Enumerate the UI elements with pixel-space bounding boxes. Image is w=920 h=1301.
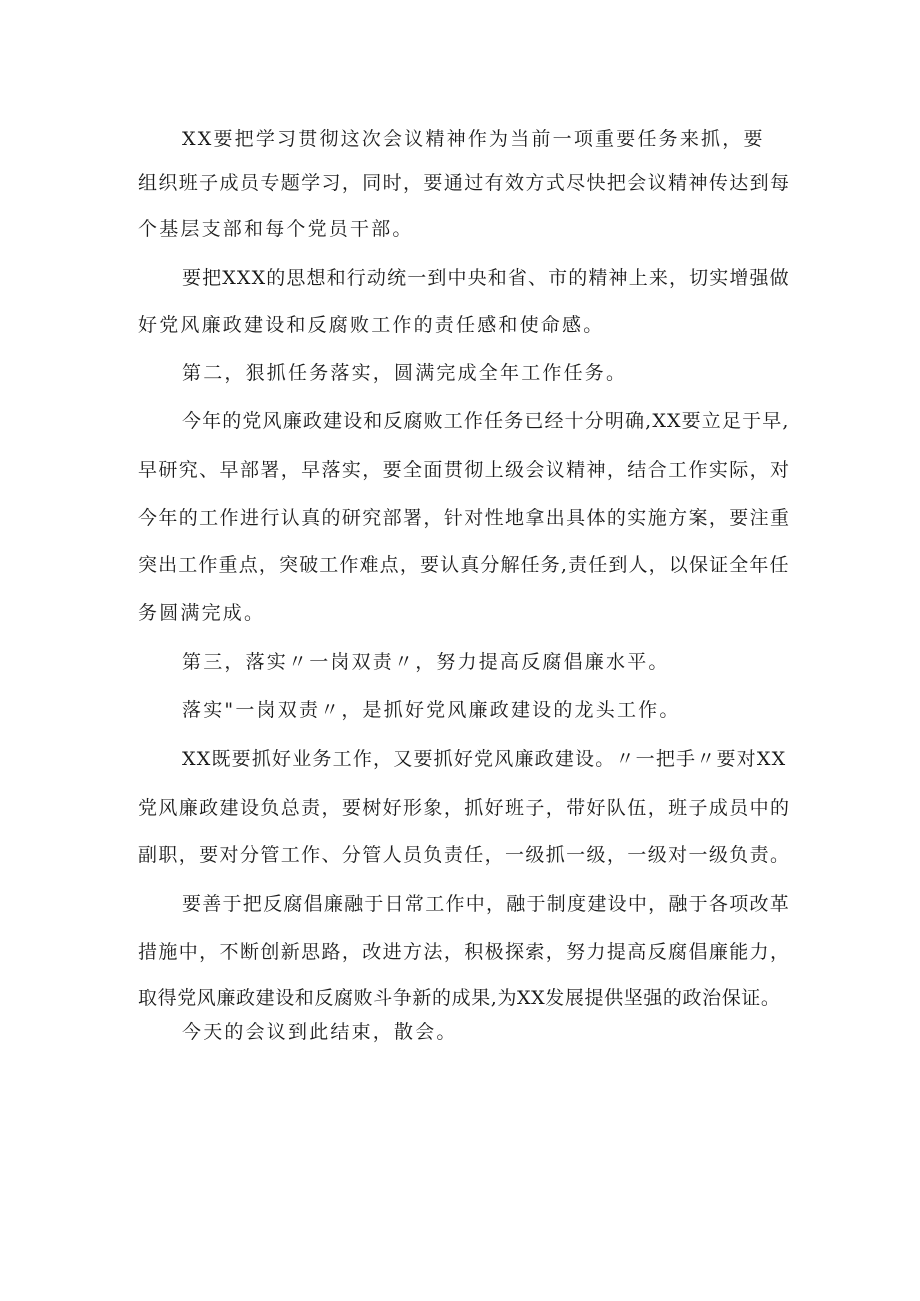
text-line: 措施中，不断创新思路，改进方法，积极探索，努力提高反腐倡廉能力， bbox=[138, 941, 791, 963]
text-line: 今天的会议到此结束，散会。 bbox=[182, 1021, 458, 1043]
text-line: 要把XXX的思想和行动统一到中央和省、市的精神上来，切实增强做 bbox=[182, 267, 790, 289]
text-line: XX既要抓好业务工作，又要抓好党风廉政建设。〃一把手〃要对XX bbox=[182, 748, 787, 770]
text-line: 个基层支部和每个党员干部。 bbox=[138, 218, 414, 240]
text-line: 今年的工作进行认真的研究部署，针对性地拿出具体的实施方案，要注重 bbox=[138, 507, 791, 529]
text-line: 要善于把反腐倡廉融于日常工作中，融于制度建设中，融于各项改革 bbox=[182, 893, 791, 915]
text-line: XX要把学习贯彻这次会议精神作为当前一项重要任务来抓，要 bbox=[182, 128, 765, 150]
text-line: 第二，狠抓任务落实，圆满完成全年工作任务。 bbox=[182, 362, 628, 384]
text-line: 组织班子成员专题学习，同时，要通过有效方式尽快把会议精神传达到每 bbox=[138, 172, 791, 194]
text-line: 务圆满完成。 bbox=[138, 602, 266, 624]
text-line: 取得党风廉政建设和反腐败斗争新的成果,为XX发展提供坚强的政治保证。 bbox=[138, 987, 781, 1009]
text-line: 好党风廉政建设和反腐败工作的责任感和使命感。 bbox=[138, 314, 605, 336]
text-line: 副职，要对分管工作、分管人员负责任，一级抓一级，一级对一级负责。 bbox=[138, 844, 791, 866]
text-line: 突出工作重点，突破工作难点，要认真分解任务,责任到人，以保证全年任 bbox=[138, 554, 790, 576]
text-line: 落实"一岗双责〃，是抓好党风廉政建设的龙头工作。 bbox=[182, 699, 681, 721]
text-line: 党风廉政建设负总责，要树好形象，抓好班子，带好队伍，班子成员中的 bbox=[138, 797, 791, 819]
text-line: 第三，落实〃一岗双责〃，努力提高反腐倡廉水平。 bbox=[182, 651, 670, 673]
text-line: 早研究、早部署，早落实，要全面贯彻上级会议精神，结合工作实际，对 bbox=[138, 459, 791, 481]
text-line: 今年的党风廉政建设和反腐败工作任务已经十分明确,XX要立足于早, bbox=[182, 410, 790, 432]
